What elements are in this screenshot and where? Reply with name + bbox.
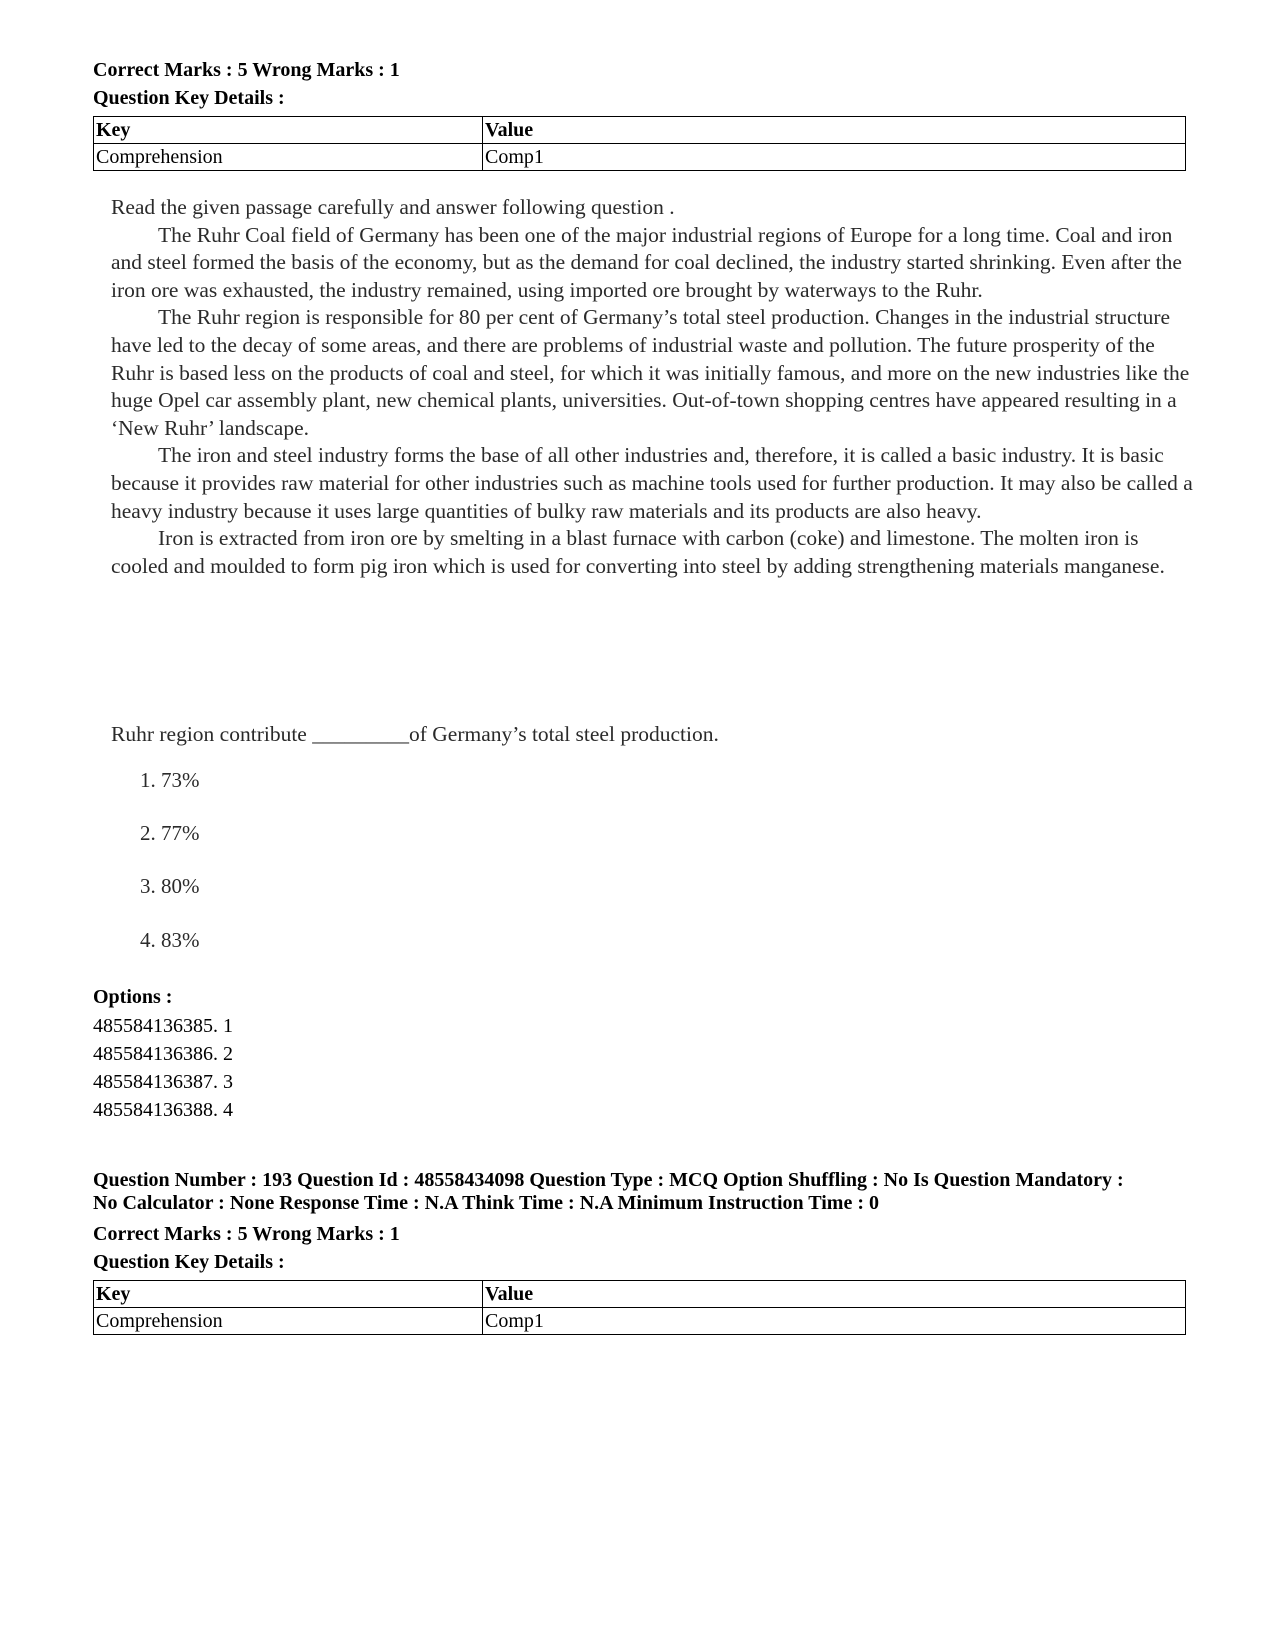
question-metadata-line: No Calculator : None Response Time : N.A Think Time : N.A Minimum Instruction Time : 0: [93, 1192, 879, 1214]
passage-paragraph: Iron is extracted from iron ore by smelting in a blast furnace with carbon (coke) and limestone. The molten iron is cooled and moulded to form pig iron which is used for converting into steel by adding strengthening materials manganese.: [111, 526, 1165, 578]
table-header-key: Key: [94, 1281, 483, 1308]
correct-wrong-marks: Correct Marks : 5 Wrong Marks : 1: [93, 1223, 400, 1245]
passage-paragraph: The iron and steel industry forms the base of all other industries and, therefore, it is called a basic industry. It is basic because it provides raw material for other industries such as machine tools used for further production. It may also be called a heavy industry because it uses large quantities of bulky raw materials and its products are also heavy.: [111, 443, 1193, 523]
table-cell-key: Comprehension: [94, 144, 483, 171]
question-metadata-line: Question Number : 193 Question Id : 48558434098 Question Type : MCQ Option Shuffling : No Is Question Mandatory :: [93, 1169, 1124, 1191]
question-key-details-label: Question Key Details :: [93, 1251, 285, 1273]
choice-item: 1. 73%: [140, 768, 200, 792]
option-id-item: 485584136385. 1: [93, 1015, 233, 1037]
question-metadata: [93, 1169, 1213, 1215]
passage-intro: Read the given passage carefully and answer following question .: [111, 195, 675, 219]
table-header-key: Key: [94, 117, 483, 144]
choice-item: 3. 80%: [140, 874, 200, 898]
option-id-item: 485584136387. 3: [93, 1071, 233, 1093]
comprehension-passage: [111, 194, 1201, 580]
table-cell-value: Comp1: [483, 144, 1186, 171]
table-row: [94, 144, 1186, 171]
choice-item: 4. 83%: [140, 928, 200, 952]
table-row: [94, 1308, 1186, 1335]
table-header-row: [94, 117, 1186, 144]
table-cell-key: Comprehension: [94, 1308, 483, 1335]
question-key-details-label: Question Key Details :: [93, 87, 285, 109]
passage-paragraph: The Ruhr Coal field of Germany has been one of the major industrial regions of Europe for a long time. Coal and iron and steel formed the basis of the economy, but as the demand for coal declined, the industry started shrinking. Even after the iron ore was exhausted, the industry remained, using imported ore brought by waterways to the Ruhr.: [111, 222, 1182, 302]
option-id-item: 485584136388. 4: [93, 1099, 233, 1121]
question-key-table: [93, 116, 1186, 171]
table-header-value: Value: [483, 117, 1186, 144]
table-header-value: Value: [483, 1281, 1186, 1308]
option-id-item: 485584136386. 2: [93, 1043, 233, 1065]
correct-wrong-marks: Correct Marks : 5 Wrong Marks : 1: [93, 59, 400, 81]
question-text: Ruhr region contribute _________of Germany’s total steel production.: [111, 722, 719, 746]
question-key-table: [93, 1280, 1186, 1335]
table-cell-value: Comp1: [483, 1308, 1186, 1335]
table-header-row: [94, 1281, 1186, 1308]
passage-paragraph: The Ruhr region is responsible for 80 per cent of Germany’s total steel production. Changes in the industrial structure have led to the decay of some areas, and there are problems of industrial waste and pollution. The future prosperity of the Ruhr is based less on the products of coal and steel, for which it was initially famous, and more on the new industries like the huge Opel car assembly plant, new chemical plants, universities. Out-of-town shopping centres have appeared resulting in a ‘New Ruhr’ landscape.: [111, 305, 1190, 440]
choice-item: 2. 77%: [140, 821, 200, 845]
options-label: Options :: [93, 986, 173, 1008]
